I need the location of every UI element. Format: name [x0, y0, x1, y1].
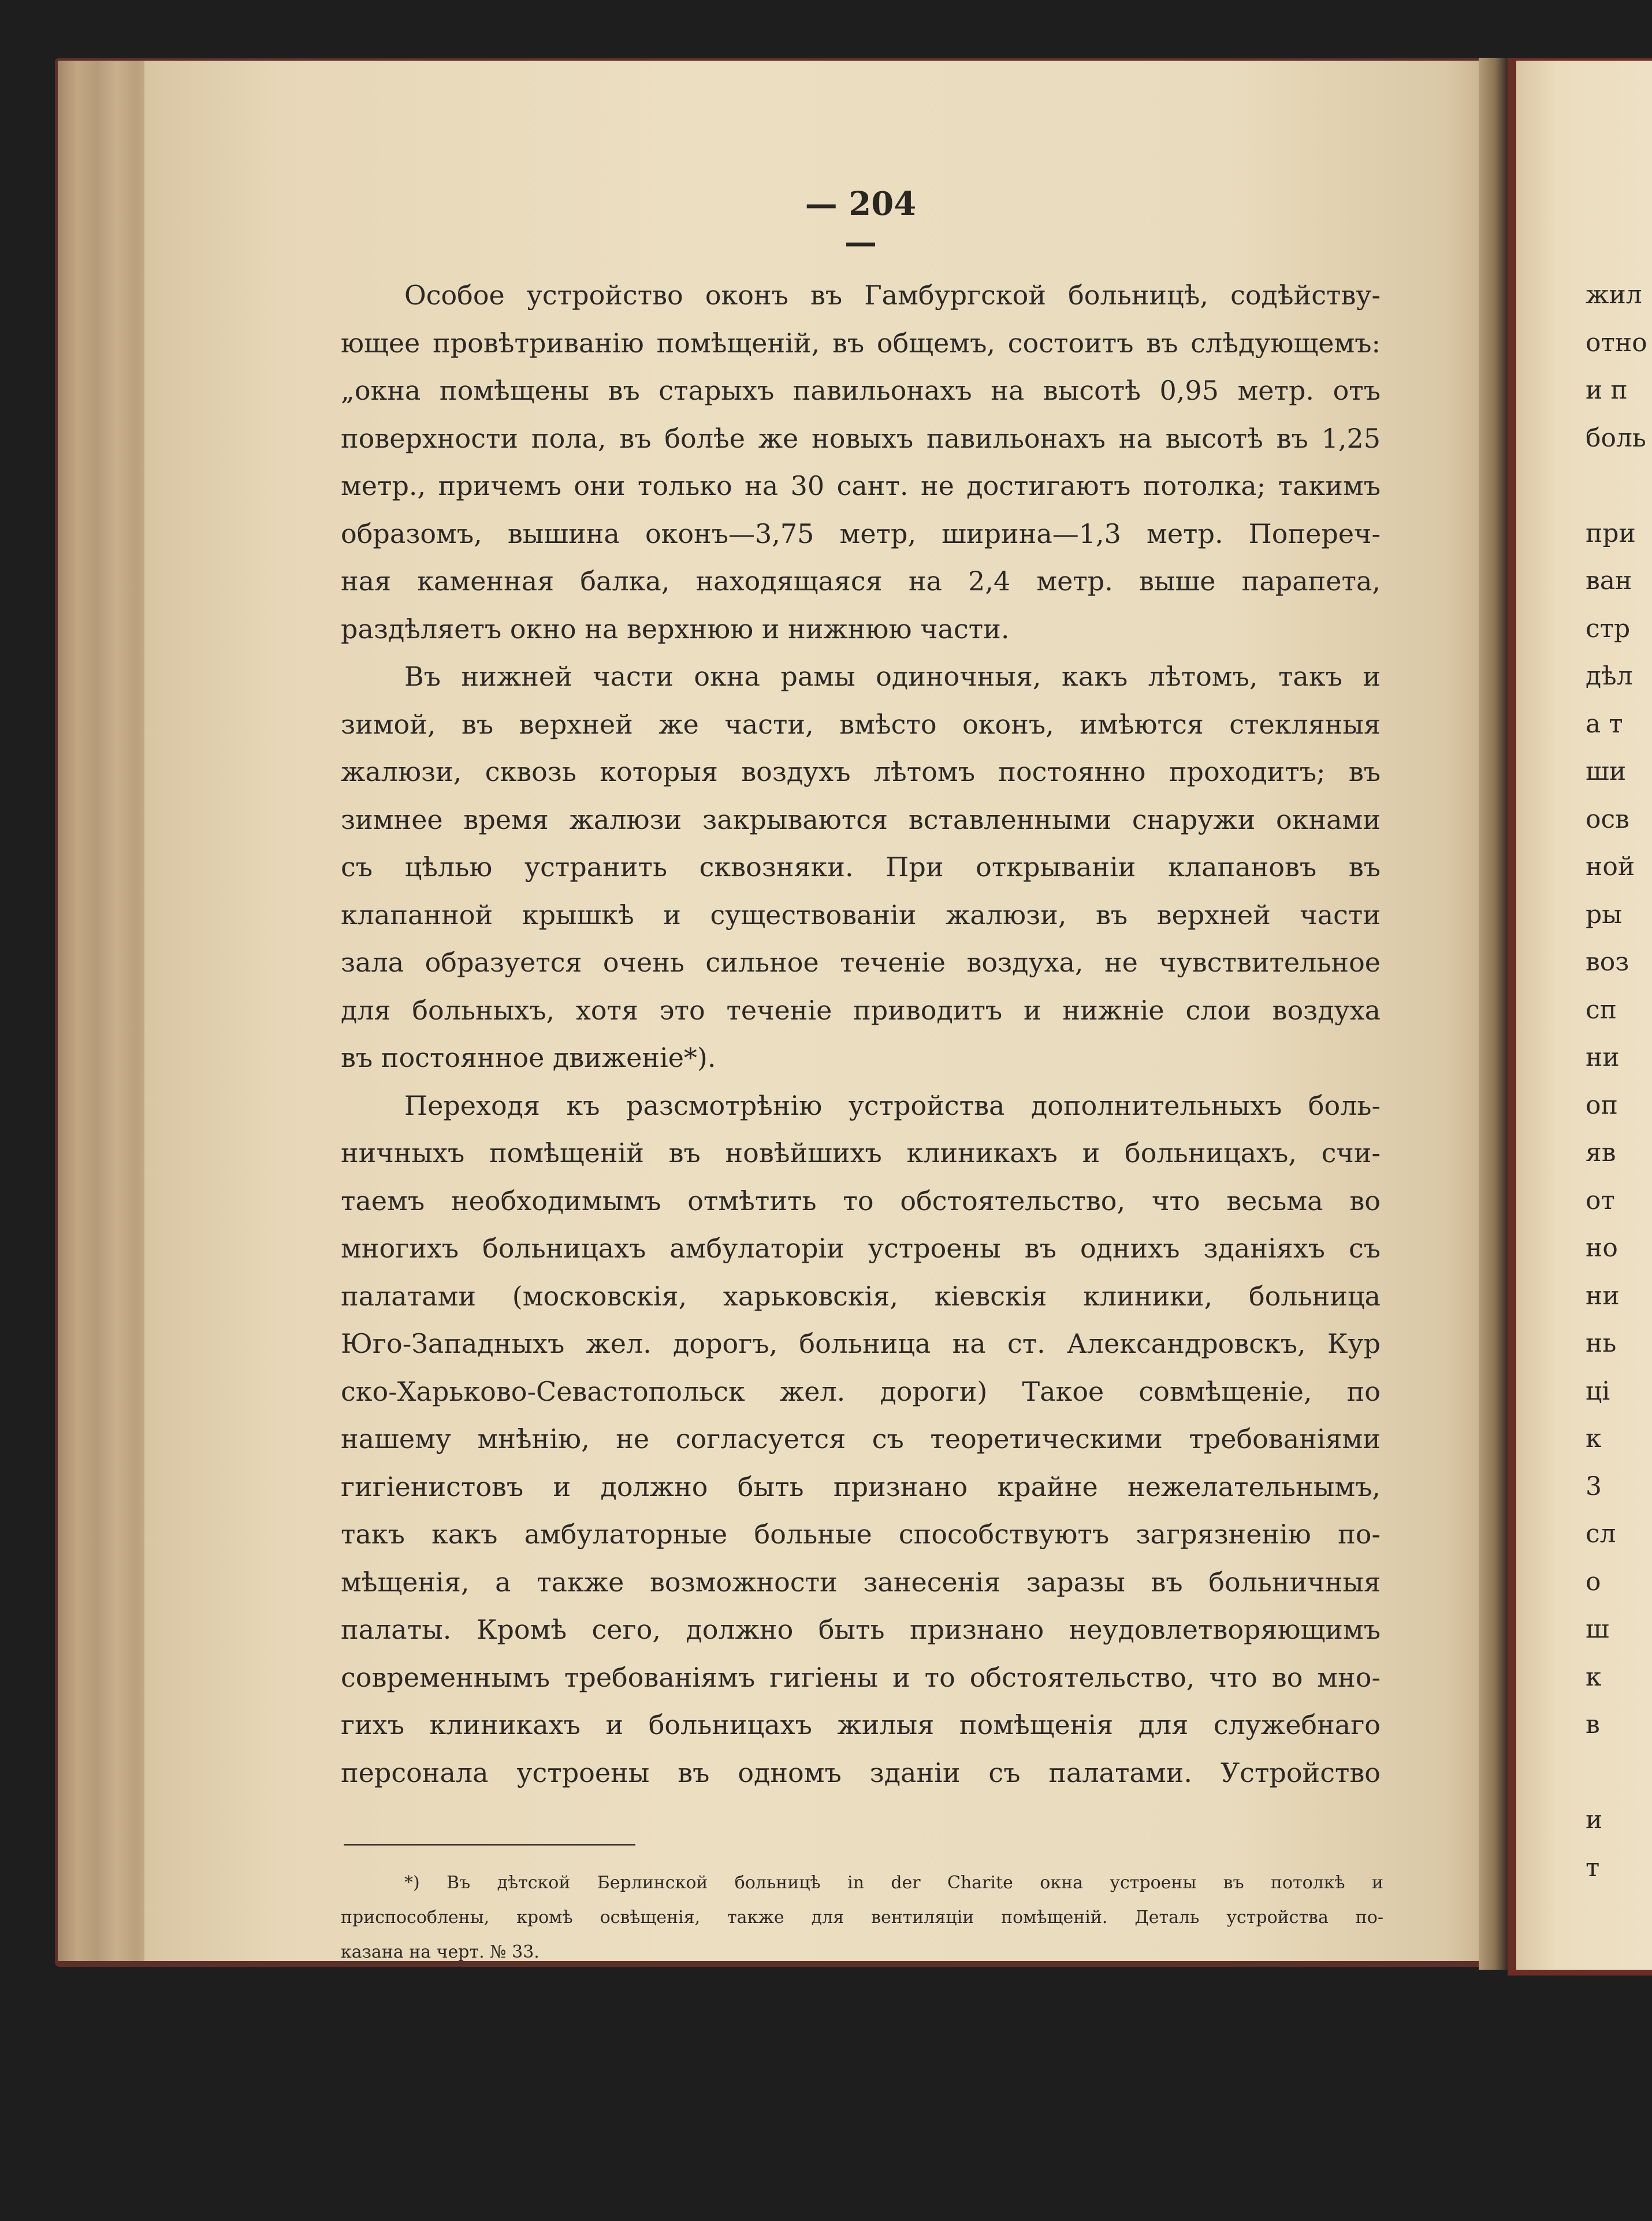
facing-line-fragment: оп — [1586, 1090, 1618, 1120]
facing-line-fragment: воз — [1586, 947, 1629, 977]
text-line: клапанной крышкѣ и существованіи жалюзи, въ верхней части — [341, 899, 1381, 931]
text-line: мѣщенія, а также возможности занесенія заразы въ больничныя — [341, 1566, 1381, 1598]
text-line: съ цѣлью устранить сквозняки. При открываніи клапановъ въ — [341, 851, 1381, 883]
text-line: таемъ необходимымъ отмѣтить то обстоятельство, что весьма во — [341, 1185, 1381, 1216]
facing-line-fragment: боль — [1586, 423, 1646, 453]
facing-line-fragment: к — [1586, 1424, 1602, 1453]
facing-line-fragment: дѣл — [1586, 661, 1633, 691]
text-line: Въ нижней части окна рамы одиночныя, какъ лѣтомъ, такъ и — [404, 661, 1381, 692]
footnote-divider — [344, 1844, 635, 1846]
facing-line-fragment: 3 — [1586, 1471, 1602, 1501]
text-line: зимой, въ верхней же части, вмѣсто оконъ, имѣются стекляныя — [341, 708, 1381, 740]
text-line: для больныхъ, хотя это теченіе приводитъ и нижніе слои воздуха — [341, 994, 1381, 1026]
facing-line-fragment — [1586, 462, 1652, 510]
facing-line-fragment: сп — [1586, 995, 1617, 1025]
text-line: жалюзи, сквозь которыя воздухъ лѣтомъ постоянно проходитъ; въ — [341, 756, 1381, 787]
facing-line-fragment: отно — [1586, 328, 1647, 358]
facing-line-fragment: ры — [1586, 899, 1623, 929]
text-line: палаты. Кромѣ сего, должно быть признано неудовлетворяющимъ — [341, 1614, 1381, 1645]
facing-line-fragment: ной — [1586, 852, 1635, 881]
text-line: „окна помѣщены въ старыхъ павильонахъ на высотѣ 0,95 метр. отъ — [341, 375, 1381, 406]
text-line: Переходя къ разсмотрѣнію устройства дополнительныхъ боль- — [404, 1089, 1381, 1121]
text-line: образомъ, вышина оконъ—3,75 метр, ширина—1,3 метр. Попереч- — [341, 518, 1381, 549]
facing-line-fragment: в — [1586, 1710, 1600, 1739]
text-line: гигіенистовъ и должно быть признано крайне нежелательнымъ, — [341, 1471, 1381, 1502]
text-line: зала образуется очень сильное теченіе воздуха, не чувствительное — [341, 947, 1381, 978]
text-line: ная каменная балка, находящаяся на 2,4 метр. выше парапета, — [341, 566, 1381, 597]
text-line: раздѣляетъ окно на верхнюю и нижнюю части. — [341, 613, 1010, 645]
text-line: поверхности пола, въ болѣе же новыхъ павильонахъ на высотѣ въ 1,25 — [341, 422, 1381, 454]
text-line: Особое устройство оконъ въ Гамбургской больницѣ, содѣйству- — [404, 280, 1381, 311]
text-line: въ постоянное движеніе*). — [341, 1042, 716, 1073]
facing-line-fragment: ці — [1586, 1376, 1610, 1406]
facing-line-fragment: ни — [1586, 1281, 1620, 1311]
facing-line-fragment: к — [1586, 1662, 1602, 1692]
footnote-line: казана на черт. № 33. — [341, 1942, 539, 1962]
text-line: современнымъ требованіямъ гигіены и то обстоятельство, что во мно- — [341, 1661, 1381, 1693]
text-line: многихъ больницахъ амбулаторіи устроены въ однихъ зданіяхъ съ — [341, 1233, 1381, 1264]
page-edge-stack — [58, 61, 156, 1961]
text-line: такъ какъ амбулаторные больные способствуютъ загрязненію по- — [341, 1519, 1381, 1550]
facing-line-fragment: о — [1586, 1567, 1601, 1597]
facing-line-fragment: сл — [1586, 1519, 1616, 1549]
facing-line-fragment: от — [1586, 1185, 1615, 1215]
text-line: метр., причемъ они только на 30 сант. не достигаютъ потолка; такимъ — [341, 470, 1381, 501]
text-line: Юго-Западныхъ жел. дорогъ, больница на ст. Александровскъ, Кур — [341, 1328, 1381, 1359]
facing-line-fragment: т — [1586, 1852, 1600, 1883]
text-line: персонала устроены въ одномъ зданіи съ палатами. Устройство — [341, 1757, 1381, 1788]
facing-line-fragment: стр — [1586, 613, 1631, 643]
facing-line-fragment: жил — [1586, 280, 1642, 310]
text-line: нашему мнѣнію, не согласуется съ теоретическими требованіями — [341, 1423, 1381, 1454]
facing-line-fragment: ван — [1586, 566, 1632, 596]
facing-line-fragment: нь — [1586, 1329, 1617, 1358]
text-line: ющее провѣтриванію помѣщеній, въ общемъ, состоитъ въ слѣдующемъ: — [341, 327, 1381, 359]
facing-line-fragment: осв — [1586, 804, 1629, 834]
facing-line-fragment: но — [1586, 1233, 1618, 1263]
text-line: ско-Харьково-Севастопольск жел. дороги) Такое совмѣщеніе, по — [341, 1375, 1381, 1407]
facing-line-fragment: при — [1586, 518, 1636, 548]
facing-line-fragment: ни — [1586, 1043, 1620, 1072]
text-line: зимнее время жалюзи закрываются вставленными снаружи окнами — [341, 803, 1381, 835]
facing-line-fragment: яв — [1586, 1138, 1616, 1167]
footnote-line: приспособлены, кромѣ освѣщенія, также для вентиляціи помѣщеній. Деталь устройства по- — [341, 1907, 1383, 1928]
facing-line-fragment: и п — [1586, 375, 1628, 405]
text-line: ничныхъ помѣщеній въ новѣйшихъ клиникахъ и больницахъ, счи- — [341, 1137, 1381, 1169]
text-line: гихъ клиникахъ и больницахъ жилыя помѣщенія для служебнаго — [341, 1709, 1381, 1740]
footnote-line: *) Въ дѣтской Берлинской больницѣ in der Charite окна устроены въ потолкѣ и — [404, 1873, 1383, 1893]
facing-line-fragment — [1586, 1749, 1652, 1797]
facing-line-fragment: ш — [1586, 1614, 1609, 1644]
facing-line-fragment: а т — [1586, 709, 1623, 739]
facing-line-fragment: ши — [1586, 757, 1627, 786]
footnote — [341, 1866, 1383, 1970]
facing-line-fragment: и — [1586, 1805, 1603, 1835]
page-body — [341, 271, 1381, 1796]
page-number: — 204 — — [805, 185, 917, 261]
facing-page-text — [1586, 271, 1652, 1892]
text-line: палатами (московскія, харьковскія, кіевскія клиники, больница — [341, 1280, 1381, 1312]
